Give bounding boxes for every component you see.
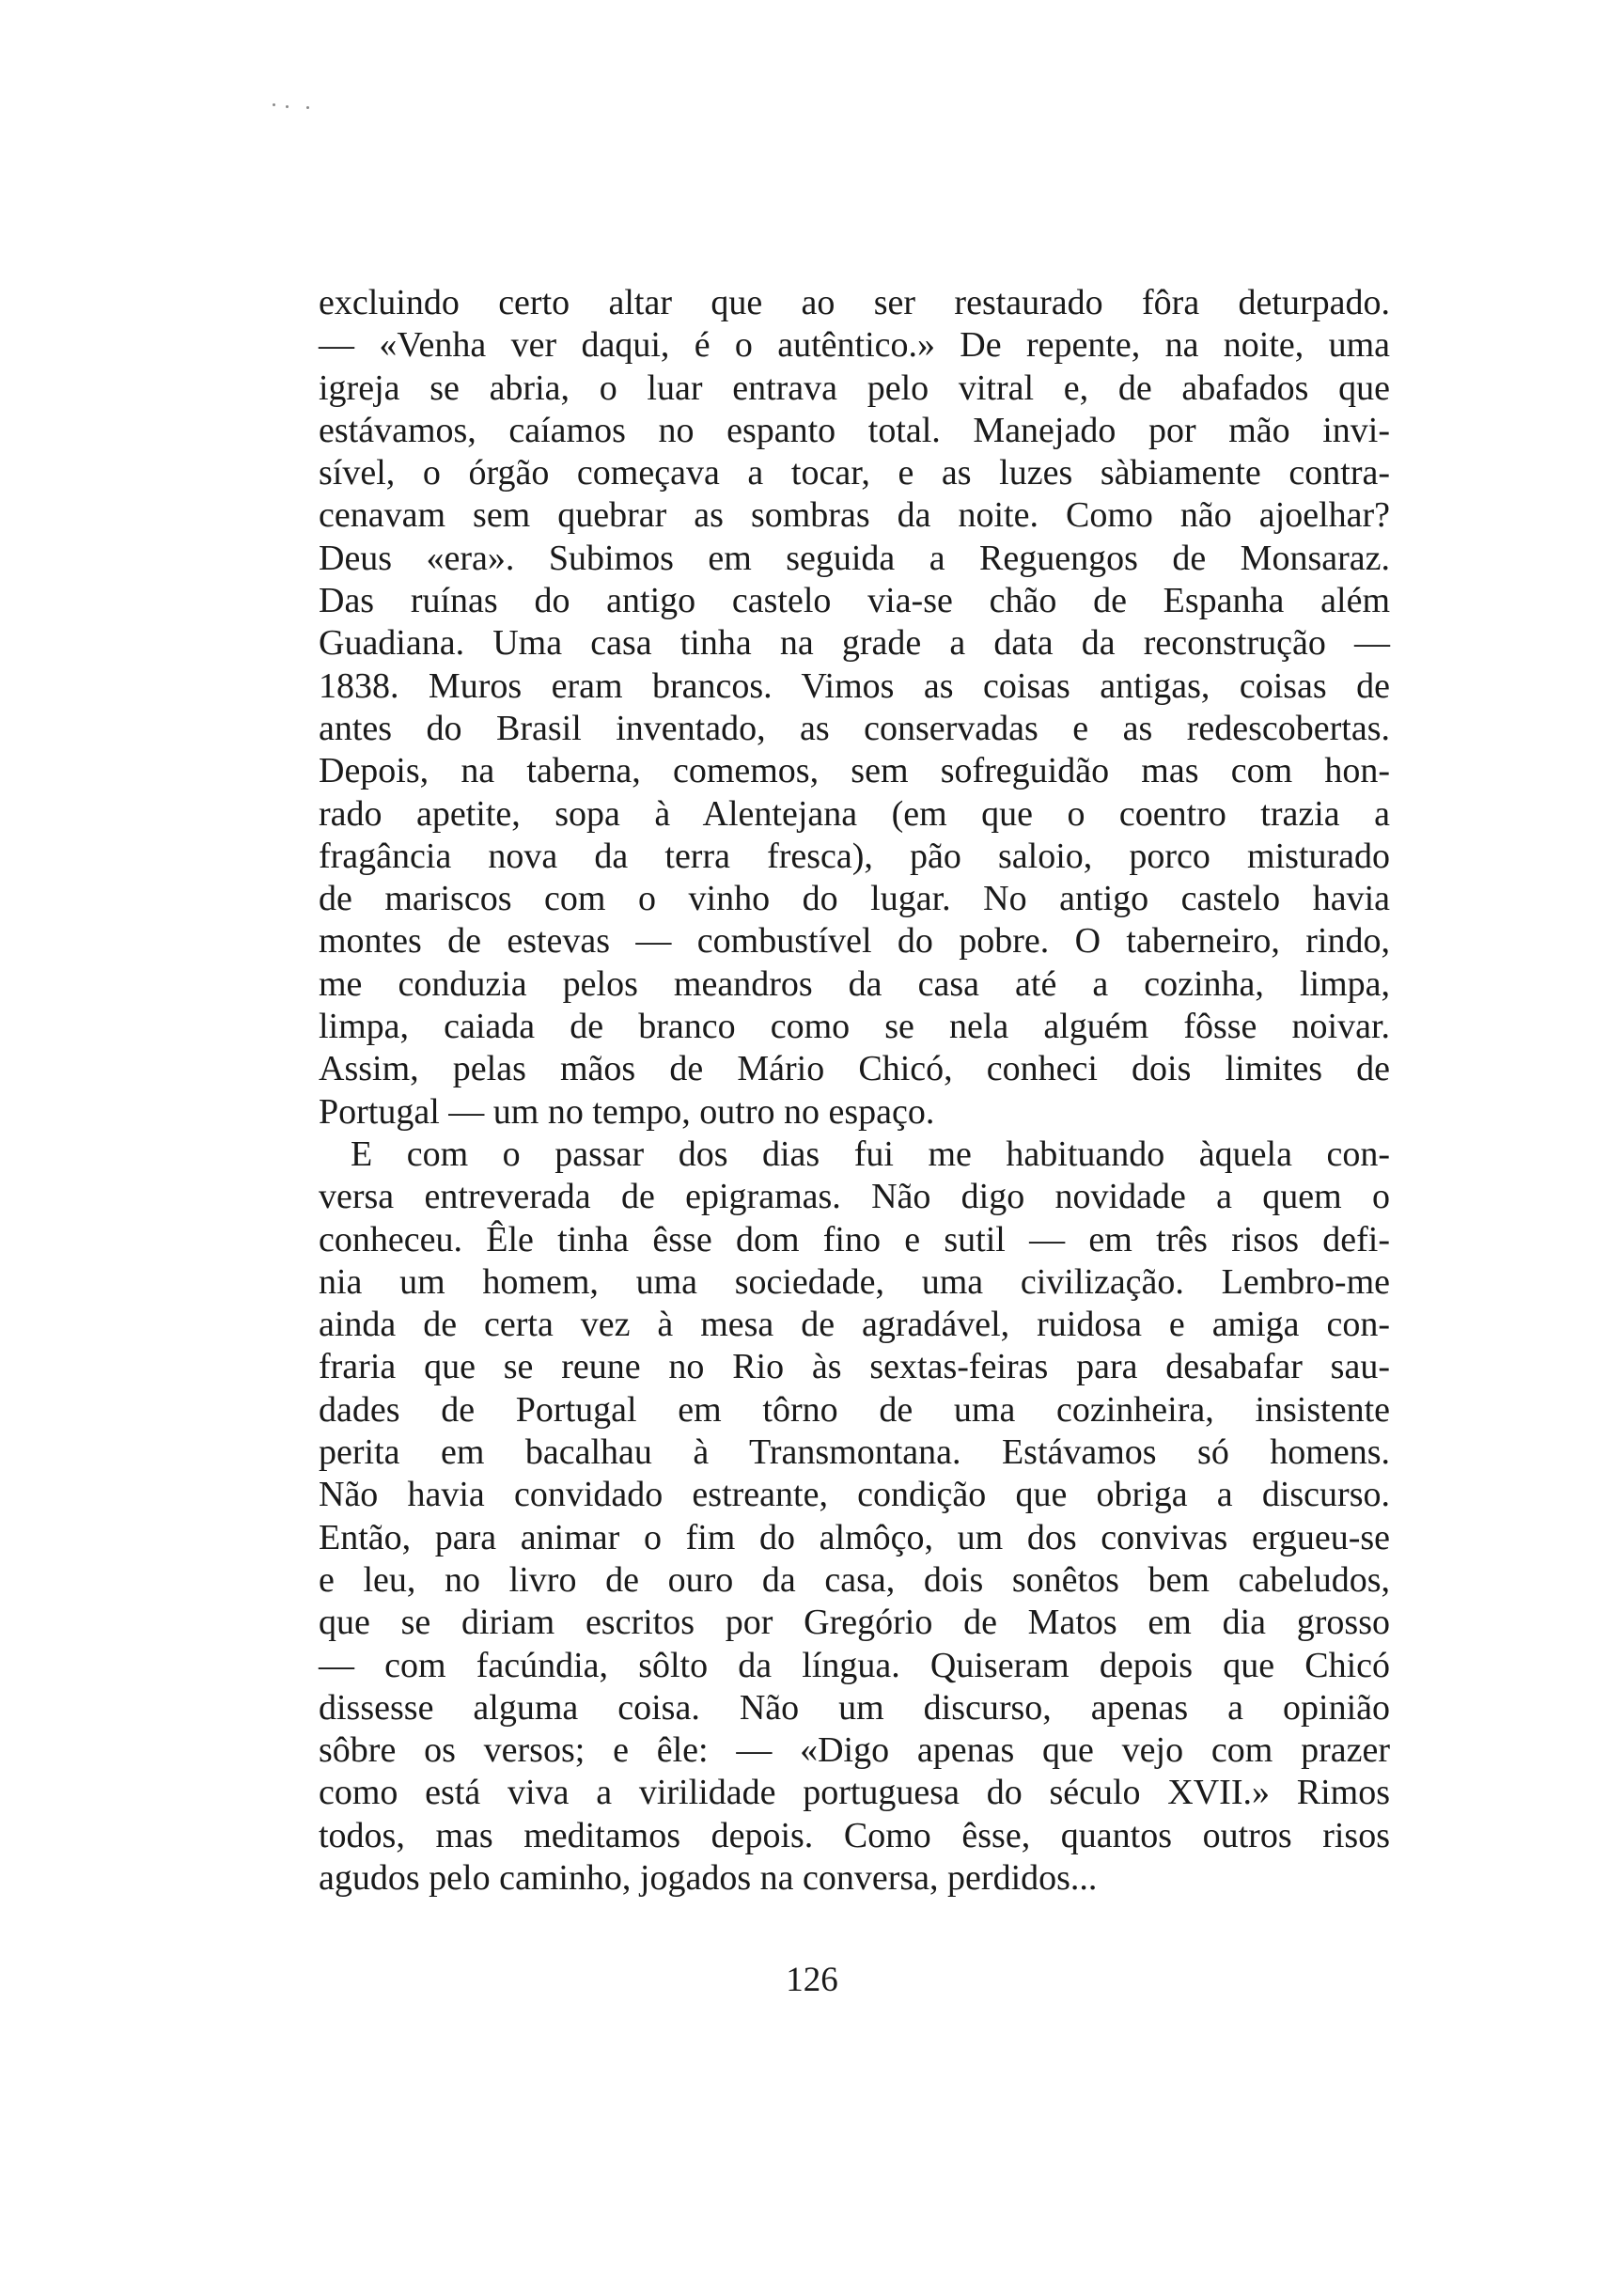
scan-speck	[273, 103, 275, 106]
text-line: igreja se abria, o luar entrava pelo vitral e, de abafados que	[319, 368, 1390, 408]
text-line: fragância nova da terra fresca), pão saloio, porco misturado	[319, 836, 1390, 876]
text-line: montes de estevas — combustível do pobre. O taberneiro, rindo,	[319, 921, 1390, 962]
text-line: estávamos, caíamos no espanto total. Manejado por mão invi-	[319, 410, 1390, 450]
text-line: E com o passar dos dias fui me habituando àquela con-	[351, 1134, 1390, 1174]
text-line: como está viva a virilidade portuguesa do século XVII.» Rimos	[319, 1773, 1390, 1813]
scan-speck	[286, 105, 289, 108]
text-line: Não havia convidado estreante, condição que obriga a discurso.	[319, 1475, 1390, 1515]
text-line: conheceu. Êle tinha êsse dom fino e sutil — em três risos defi-	[319, 1219, 1390, 1259]
text-line: Então, para animar o fim do almôço, um dos convivas ergueu-se	[319, 1517, 1390, 1557]
text-line: dissesse alguma coisa. Não um discurso, apenas a opinião	[319, 1687, 1390, 1728]
text-line: que se diriam escritos por Gregório de Matos em dia grosso	[319, 1603, 1390, 1643]
text-line: Depois, na taberna, comemos, sem sofreguidão mas com hon-	[319, 751, 1390, 791]
text-line: sível, o órgão começava a tocar, e as luzes sàbiamente contra-	[319, 453, 1390, 493]
paragraph-1	[319, 282, 1390, 1134]
text-line: sôbre os versos; e êle: — «Digo apenas que vejo com prazer	[319, 1730, 1390, 1771]
text-line: fraria que se reune no Rio às sextas-feiras para desabafar sau-	[319, 1347, 1390, 1387]
text-line: Assim, pelas mãos de Mário Chicó, conheci dois limites de	[319, 1049, 1390, 1089]
text-line: limpa, caiada de branco como se nela alguém fôsse noivar.	[319, 1007, 1390, 1047]
text-line: agudos pelo caminho, jogados na conversa, perdidos...	[319, 1857, 1098, 1898]
text-line: Portugal — um no tempo, outro no espaço.	[319, 1091, 935, 1132]
text-line: versa entreverada de epigramas. Não digo novidade a quem o	[319, 1177, 1390, 1217]
text-line: de mariscos com o vinho do lugar. No antigo castelo havia	[319, 879, 1390, 919]
text-line: me conduzia pelos meandros da casa até a cozinha, limpa,	[319, 963, 1390, 1004]
text-line: nia um homem, uma sociedade, uma civilização. Lembro-me	[319, 1261, 1390, 1302]
text-line: perita em bacalhau à Transmontana. Estávamos só homens.	[319, 1432, 1390, 1473]
paragraph-2	[319, 1134, 1390, 1900]
text-line: rado apetite, sopa à Alentejana (em que o coentro trazia a	[319, 793, 1390, 834]
text-line: Deus «era». Subimos em seguida a Reguengos de Monsaraz.	[319, 538, 1390, 578]
page-number: 126	[786, 1961, 838, 1999]
text-line: Das ruínas do antigo castelo via-se chão de Espanha além	[319, 581, 1390, 621]
scan-speck	[306, 106, 309, 109]
text-line: 1838. Muros eram brancos. Vimos as coisas antigas, coisas de	[319, 665, 1390, 706]
text-line: — «Venha ver daqui, é o autêntico.» De repente, na noite, uma	[319, 325, 1390, 366]
text-line: — com facúndia, sôlto da língua. Quiseram depois que Chicó	[319, 1645, 1390, 1685]
text-line: excluindo certo altar que ao ser restaurado fôra deturpado.	[319, 283, 1390, 322]
text-line: cenavam sem quebrar as sombras da noite. Como não ajoelhar?	[319, 495, 1390, 536]
body-text	[319, 282, 1390, 1900]
text-line: ainda de certa vez à mesa de agradável, ruidosa e amiga con-	[319, 1305, 1390, 1345]
text-line: todos, mas meditamos depois. Como êsse, quantos outros risos	[319, 1815, 1390, 1855]
text-line: dades de Portugal em tôrno de uma cozinheira, insistente	[319, 1389, 1390, 1430]
text-line: Guadiana. Uma casa tinha na grade a data da reconstrução —	[319, 623, 1390, 664]
text-line: antes do Brasil inventado, as conservadas e as redescobertas.	[319, 708, 1390, 748]
text-line: e leu, no livro de ouro da casa, dois sonêtos bem cabeludos,	[319, 1559, 1390, 1600]
scan-specks	[273, 102, 329, 111]
